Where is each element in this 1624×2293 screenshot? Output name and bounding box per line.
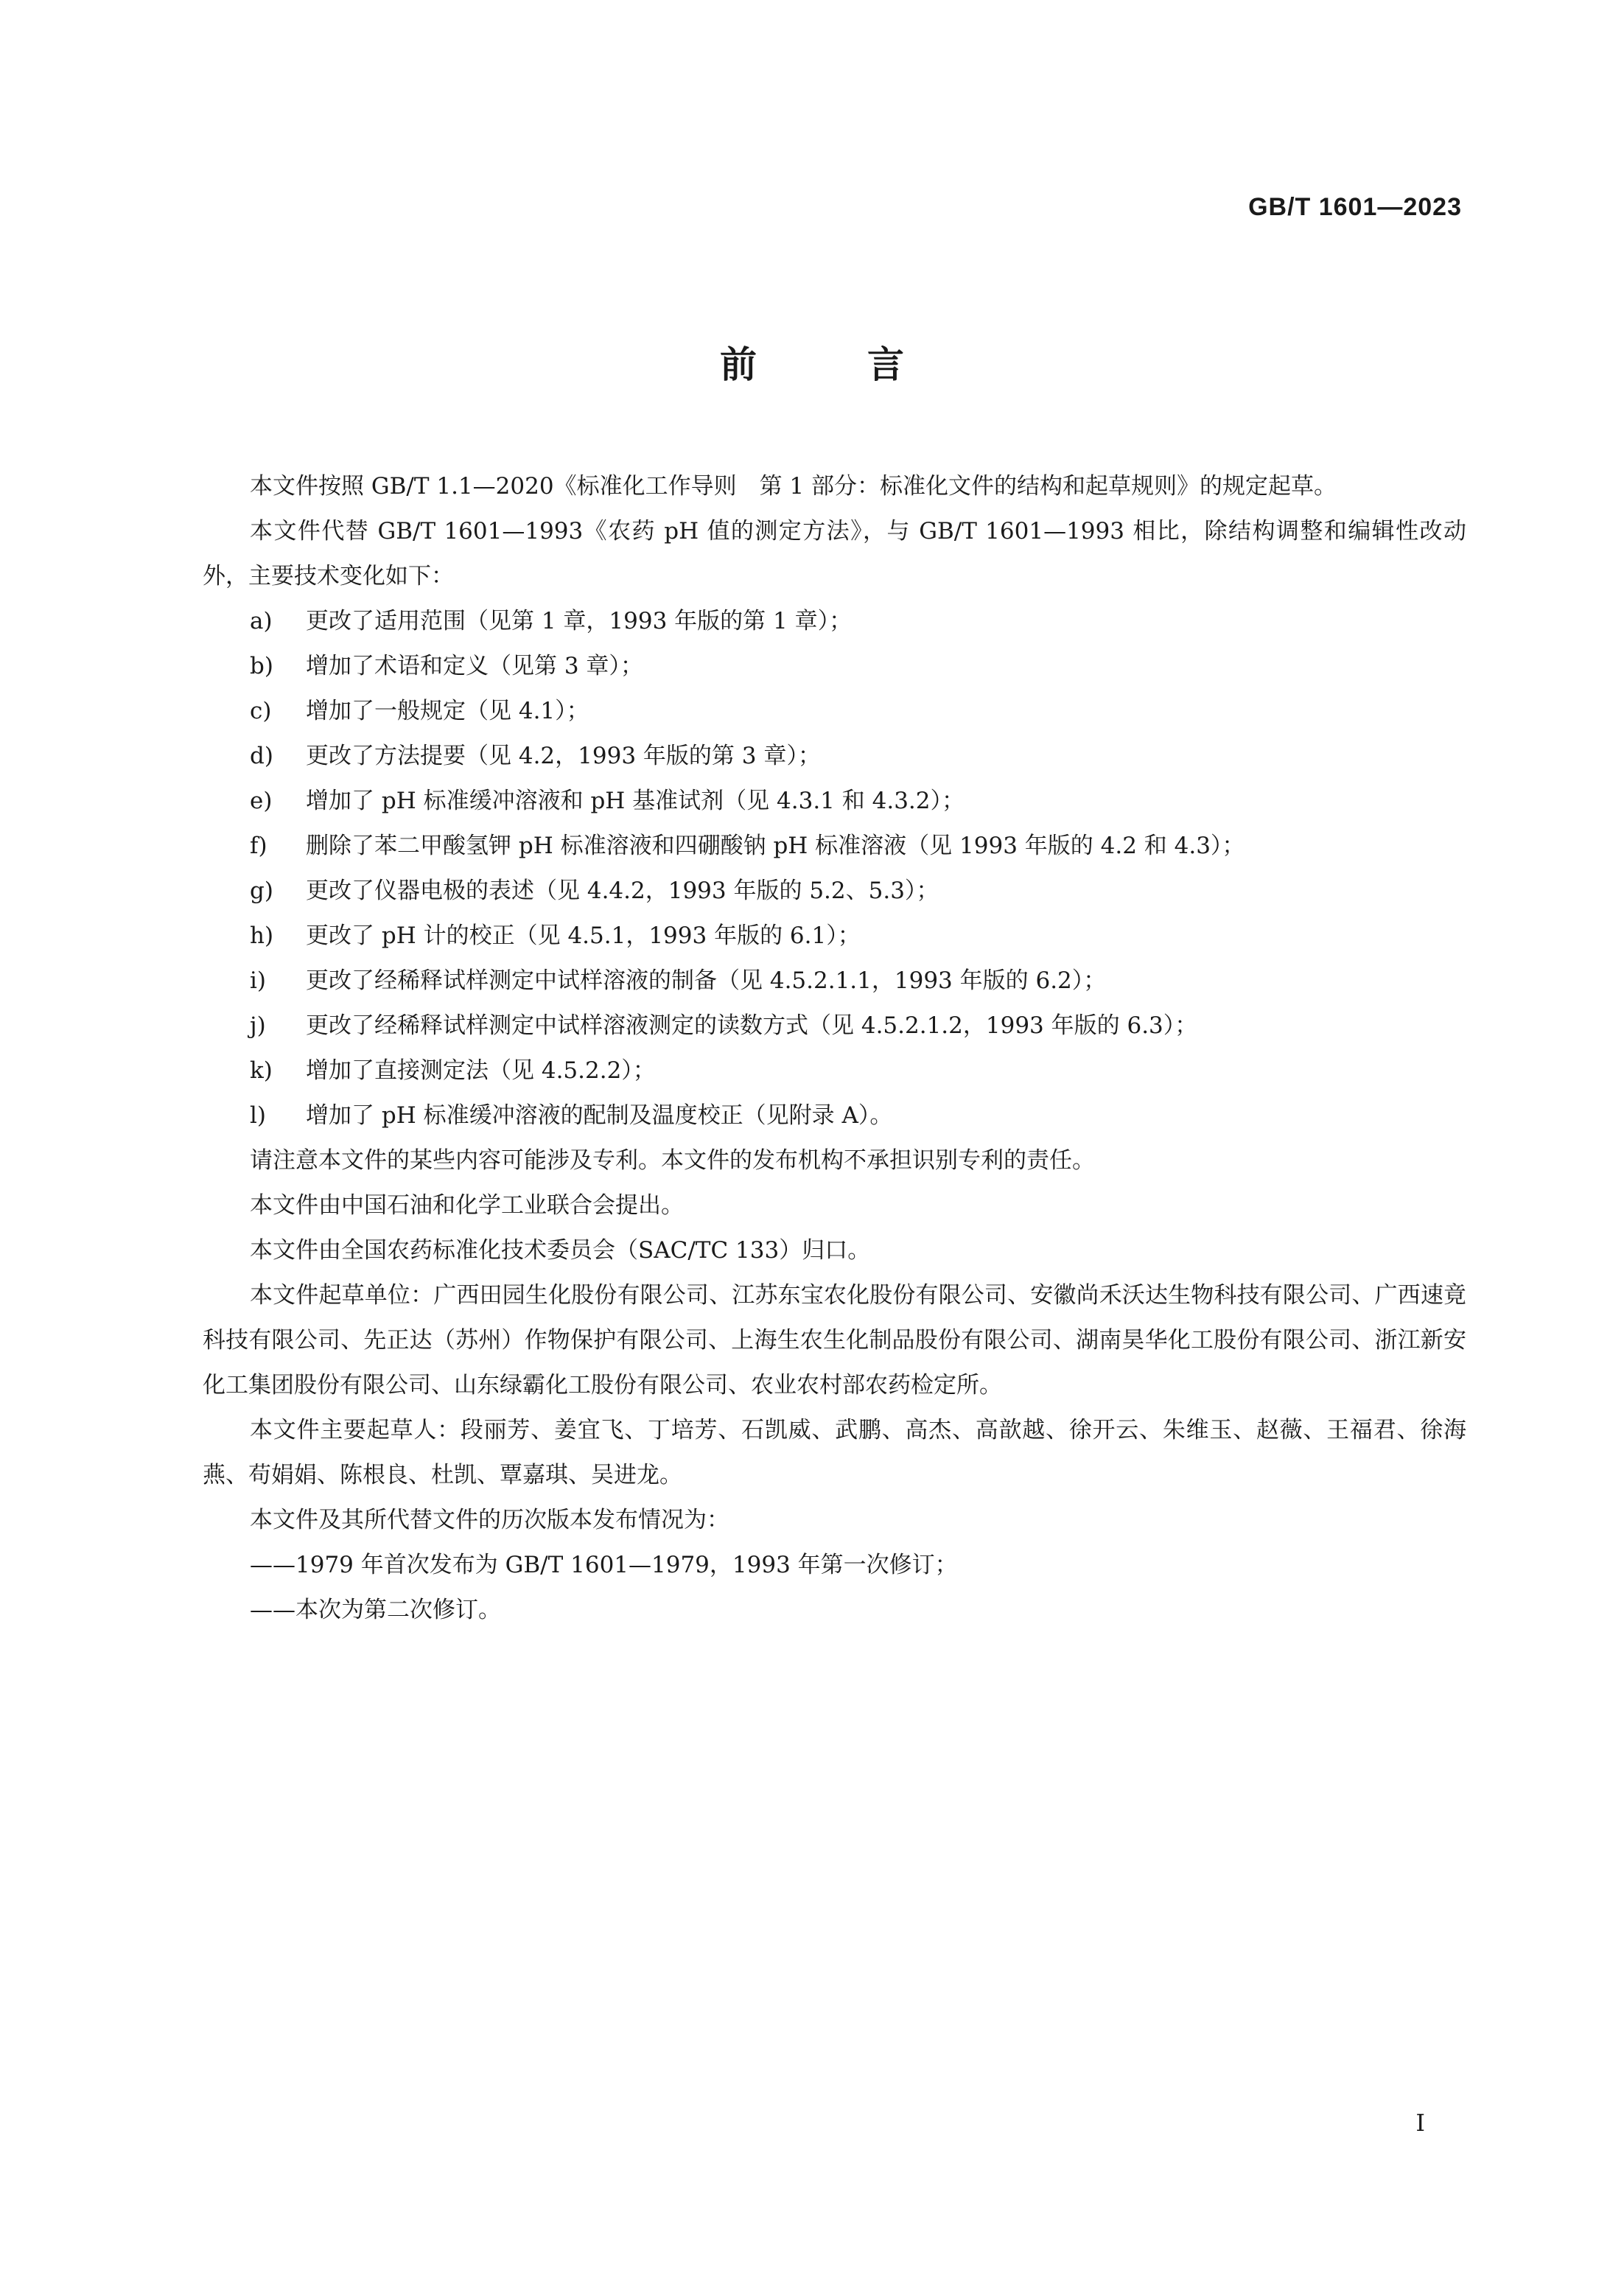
paragraph-committee: 本文件由全国农药标准化技术委员会（SAC/TC 133）归口。 [250,1237,871,1264]
paragraph-drafters: 本文件主要起草人：段丽芳、姜宜飞、丁培芳、石凯威、武鹏、高杰、高歆越、徐开云、朱维玉、赵薇、王福君、徐海燕、苟娟娟、陈根良、杜凯、覃嘉琪、吴进龙。 [203,1417,1466,1488]
list-marker: k) [250,1057,273,1084]
list-marker: c) [250,698,272,724]
list-item [203,1004,1466,1049]
foreword-body [203,464,1466,1633]
list-item-text: 更改了适用范围（见第 1 章，1993 年版的第 1 章）； [306,608,853,634]
list-item-text: 增加了直接测定法（见 4.5.2.2）； [306,1057,656,1084]
list-item-text: 更改了仪器电极的表述（见 4.4.2，1993 年版的 5.2、5.3）； [306,878,939,904]
paragraph-patent-notice: 请注意本文件的某些内容可能涉及专利。本文件的发布机构不承担识别专利的责任。 [250,1147,1095,1174]
page-title: 前言 [720,343,1015,386]
paragraph-drafting-rules: 本文件按照 GB/T 1.1—2020《标准化工作导则 第 1 部分：标准化文件的结构和起草规则》的规定起草。 [250,473,1337,500]
history-item: ——1979 年首次发布为 GB/T 1601—1979，1993 年第一次修订； [250,1552,958,1578]
changes-list [203,599,1466,1138]
list-item-text: 删除了苯二甲酸氢钾 pH 标准溶液和四硼酸钠 pH 标准溶液（见 1993 年版的 4.2 和 4.3）； [306,833,1245,859]
list-marker: l) [250,1102,267,1129]
list-marker: d) [250,743,273,769]
paragraph-history-intro: 本文件及其所代替文件的历次版本发布情况为： [250,1507,729,1533]
paragraph-drafting-organizations: 本文件起草单位：广西田园生化股份有限公司、江苏东宝农化股份有限公司、安徽尚禾沃达生物科技有限公司、广西速竟科技有限公司、先正达（苏州）作物保护有限公司、上海生农生化制品股份有限公司、湖南昊华化工股份有限公司、浙江新安化工集团股份有限公司、山东绿霸化工股份有限公司、农业农村部农药检定所。 [203,1282,1466,1398]
history-item: ——本次为第二次修订。 [250,1597,501,1623]
page-number: I [1415,2109,1425,2137]
list-item [203,1093,1466,1138]
paragraph-proposer: 本文件由中国石油和化学工业联合会提出。 [250,1192,684,1219]
list-item [203,599,1466,644]
list-item-text: 增加了 pH 标准缓冲溶液的配制及温度校正（见附录 A）。 [306,1102,893,1129]
list-item [203,914,1466,959]
paragraph-replacement: 本文件代替 GB/T 1601—1993《农药 pH 值的测定方法》，与 GB/T 1601—1993 相比，除结构调整和编辑性改动外，主要技术变化如下： [203,518,1466,589]
history-list [203,1543,1466,1633]
list-item [203,644,1466,689]
list-item-text: 更改了经稀释试样测定中试样溶液的制备（见 4.5.2.1.1，1993 年版的 6.2）； [306,967,1107,994]
standard-number: GB/T 1601—2023 [1248,193,1462,221]
list-item [203,689,1466,734]
list-marker: h) [250,923,274,949]
list-marker: f) [250,833,267,859]
list-item-text: 增加了 pH 标准缓冲溶液和 pH 基准试剂（见 4.3.1 和 4.3.2）； [306,788,965,814]
list-marker: j) [250,1012,266,1039]
list-item [203,824,1466,869]
list-item-text: 更改了经稀释试样测定中试样溶液测定的读数方式（见 4.5.2.1.2，1993 年版的 6.3）； [306,1012,1198,1039]
list-marker: i) [250,967,267,994]
list-marker: a) [250,608,273,634]
list-marker: e) [250,788,273,814]
list-item-text: 更改了 pH 计的校正（见 4.5.1，1993 年版的 6.1）； [306,923,861,949]
list-item [203,1049,1466,1093]
list-marker: g) [250,878,273,904]
list-item [203,779,1466,824]
list-item [203,869,1466,914]
list-item-text: 增加了一般规定（见 4.1）； [306,698,589,724]
list-item [203,959,1466,1004]
list-item [203,734,1466,779]
list-item-text: 更改了方法提要（见 4.2，1993 年版的第 3 章）； [306,743,821,769]
list-item-text: 增加了术语和定义（见第 3 章）； [306,653,643,679]
list-marker: b) [250,653,273,679]
